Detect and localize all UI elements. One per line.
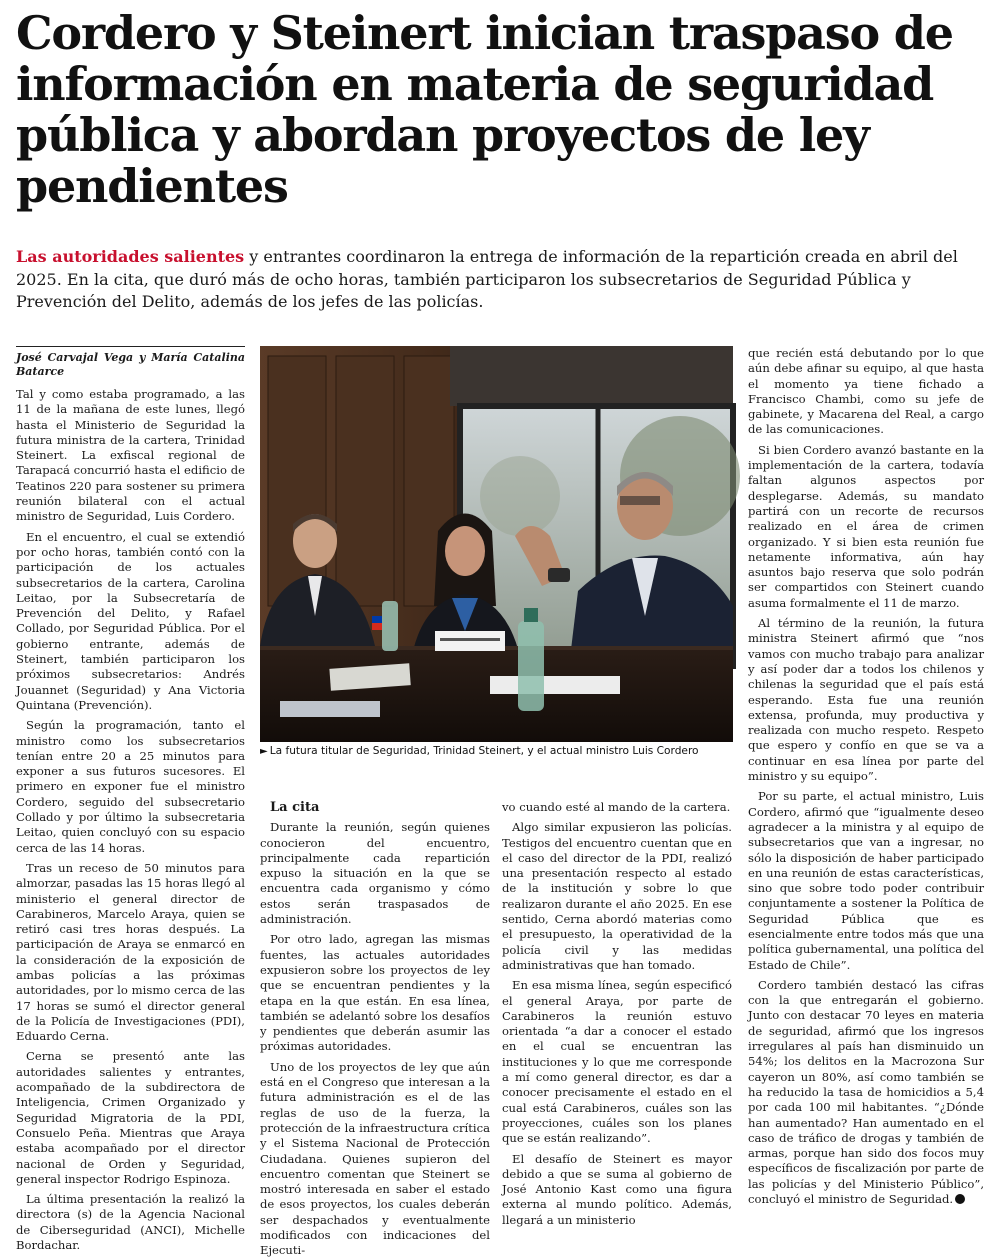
meeting-photo: [260, 346, 733, 742]
article-column-1: [16, 346, 245, 1253]
caption-marker-icon: ►: [260, 746, 268, 757]
paragraph: En el encuentro, el cual se extendió por ocho horas, también contó con la participación de los actuales subsecretarios de la cartera, Carolina Leitao, por la Subsecretaría de Prevención del Delito, y Rafael Collado, por Seguridad Pública. Por el gobierno entrante, además de Steinert, también participaron los próximos subsecretarios: Andrés Jouannet (Seguridad) y Ana Victoria Quintana (Prevención).: [16, 529, 245, 712]
paragraph: Por otro lado, agregan las mismas fuentes, las actuales autoridades expusieron sobre los proyectos de ley que se encuentran pendientes y la etapa en la que están. En esa línea, también se adelantó sobre los desafíos y pendientes que deberán asumir las próximas autoridades.: [260, 932, 490, 1054]
paragraph: Al término de la reunión, la futura ministra Steinert afirmó que “nos vamos con mucho trabajo para analizar y así poder dar a todos los chilenos y chilenas la seguridad que el país está esperando. Esta fue una reunión extensa, profunda, muy productiva y realizada con mucho respeto. Respeto que espero y confío en que se va a continuar en esa línea por parte del ministro y su equipo”.: [748, 616, 984, 784]
paragraph: Cerna se presentó ante las autoridades salientes y entrantes, acompañado de la subdirectora de Inteligencia, Crimen Organizado y Seguridad Migratoria de la PDI, Consuelo Peña. Mientras que Araya estaba acompañado por el director nacional de Orden y Seguridad, general inspector Rodrigo Espinoza.: [16, 1049, 245, 1186]
article-column-2: [260, 800, 490, 1258]
meeting-photo-illustration: [260, 346, 733, 742]
section-subhead: La cita: [270, 800, 320, 815]
paragraph: Según la programación, tanto el ministro como los subsecretarios tenían entre 20 a 25 minutos para exponer a sus futuros sucesores. El primero en exponer fue el ministro Cordero, seguido del subsecretario Collado y por último la subsecretaria Leitao, quien concluyó con su espacio cerca de las 14 horas.: [16, 718, 245, 855]
paragraph: vo cuando esté al mando de la cartera.: [502, 800, 731, 814]
paragraph: El desafío de Steinert es mayor debido a que se suma al gobierno de José Antonio Kast como una figura externa al mundo político. Además, llegará a un ministerio: [502, 1151, 732, 1227]
paragraph: Por su parte, el actual ministro, Luis Cordero, afirmó que “igualmente deseo agradecer a la ministra y al equipo de subsecretarios que van a ingresar, no sólo la disposición de haber participado en una reunión de estas características, sino que sobre todo poder contribuir conjuntamente a sostener la Política de Seguridad Pública que es esencialmente entre todos más que una política gubernamental, una política del Estado de Chile”.: [748, 789, 984, 972]
paragraph: Durante la reunión, según quienes conocieron del encuentro, principalmente cada repartición expuso la situación en la que se encuentra cada organismo y cómo estos serán traspasados de administración.: [260, 820, 490, 927]
paragraph: que recién está debutando por lo que aún debe afinar su equipo, al que hasta el momento ya tiene fichado a Francisco Chambi, como su jefe de gabinete, y Macarena del Real, a cargo de las comunicaciones.: [748, 346, 984, 437]
byline: José Carvajal Vega y María Catalina Batarce: [16, 346, 245, 379]
lead-paragraph: [16, 246, 991, 314]
paragraph: [748, 978, 984, 1207]
paragraph: La última presentación la realizó la directora (s) de la Agencia Nacional de Ciberseguridad (ANCI), Michelle Bordachar.: [16, 1192, 245, 1253]
paragraph: En esa misma línea, según especificó el general Araya, por parte de Carabineros la reunión estuvo orientada “a dar a conocer el estado en el cual se encuentran las instituciones y lo que me corresponde a mí como general director, es dar a conocer precisamente el estado en el cual está Carabineros, cuáles son las proyecciones, cuáles son los planes que se están realizando”.: [502, 978, 732, 1146]
caption-text: La futura titular de Seguridad, Trinidad Steinert, y el actual ministro Luis Cordero: [269, 745, 699, 757]
paragraph: Si bien Cordero avanzó bastante en la implementación de la cartera, todavía faltan algunos aspectos por desplegarse. Además, su mandato partirá con un recorte de recursos realizado en el área de crimen organizado. Y si bien esta reunión fue netamente informativa, aún hay asuntos bajo reserva que solo podrán ser compartidos con Steinert cuando asuma formalmente el 11 de marzo.: [748, 442, 984, 610]
paragraph: Uno de los proyectos de ley que aún está en el Congreso que interesan a la futura administración es el de las reglas de uso de la fuerza, la protección de la infraestructura crítica y el Sistema Nacional de Protección Ciudadana. Quienes supieron del encuentro comentan que Steinert se mostró interesada en saber el estado de esos proyectos, los cuales deberán ser despachados y eventualmente modificados con indicaciones del Ejecuti-: [260, 1059, 490, 1258]
photo-caption: [260, 744, 740, 759]
lead-highlight: Las autoridades salientes: [16, 247, 245, 266]
lead-text: y entrantes coordinaron la entrega de información de la repartición creada en abril del 2025. En la cita, que duró más de ocho horas, también participaron los subsecretarios de Seguridad Pública y Prevención del Delito, además de los jefes de las policías.: [16, 247, 958, 311]
article-column-3: [502, 800, 732, 1227]
article-column-4: [748, 346, 984, 1207]
paragraph: Algo similar expusieron las policías. Testigos del encuentro cuentan que en el caso del director de la PDI, realizó una presentación respecto al estado de la institución y sobre lo que realizaron durante el año 2025. En ese sentido, Cerna abordó materias como el presupuesto, la operatividad de la policía civil y las medidas administrativas que han tomado.: [502, 820, 732, 972]
paragraph: Tal y como estaba programado, a las 11 de la mañana de este lunes, llegó hasta el Ministerio de Seguridad la futura ministra de la cartera, Trinidad Steinert. La exfiscal regional de Tarapacá concurrió hasta el edificio de Teatinos 220 para sostener su primera reunión bilateral con el actual ministro de Seguridad, Luis Cordero.: [16, 387, 245, 524]
paragraph: Tras un receso de 50 minutos para almorzar, pasadas las 15 horas llegó al ministerio el general director de Carabineros, Marcelo Araya, quien se retiró casi tres horas después. La participación de Araya se enmarcó en la consideración de la exposición de ambas policías a las próximas autoridades, por lo mismo cerca de las 17 horas se sumó el director general de la Policía de Investigaciones (PDI), Eduardo Cerna.: [16, 860, 245, 1044]
headline: Cordero y Steinert inician traspaso de información en materia de seguridad pública y abordan proyectos de ley pendientes: [16, 6, 953, 213]
closing-paragraph-text: Cordero también destacó las cifras con la que entregarán el gobierno. Junto con destacar 70 leyes en materia de seguridad, afirmó que los ingresos irregulares al país han disminuido un 54%; los delitos en la Macrozona Sur cayeron un 80%, así como también se ha reducido la tasa de homicidios a 5,4 por cada 100 mil habitantes. “¿Dónde han aumentado? Han aumentado en el caso de tráfico de drogas y también de armas, porque han sido dos focos muy específicos de fiscalización por parte de las policías y del Ministerio Público”, concluyó el ministro de Seguridad.: [748, 977, 984, 1207]
end-of-article-icon: [955, 1194, 965, 1204]
